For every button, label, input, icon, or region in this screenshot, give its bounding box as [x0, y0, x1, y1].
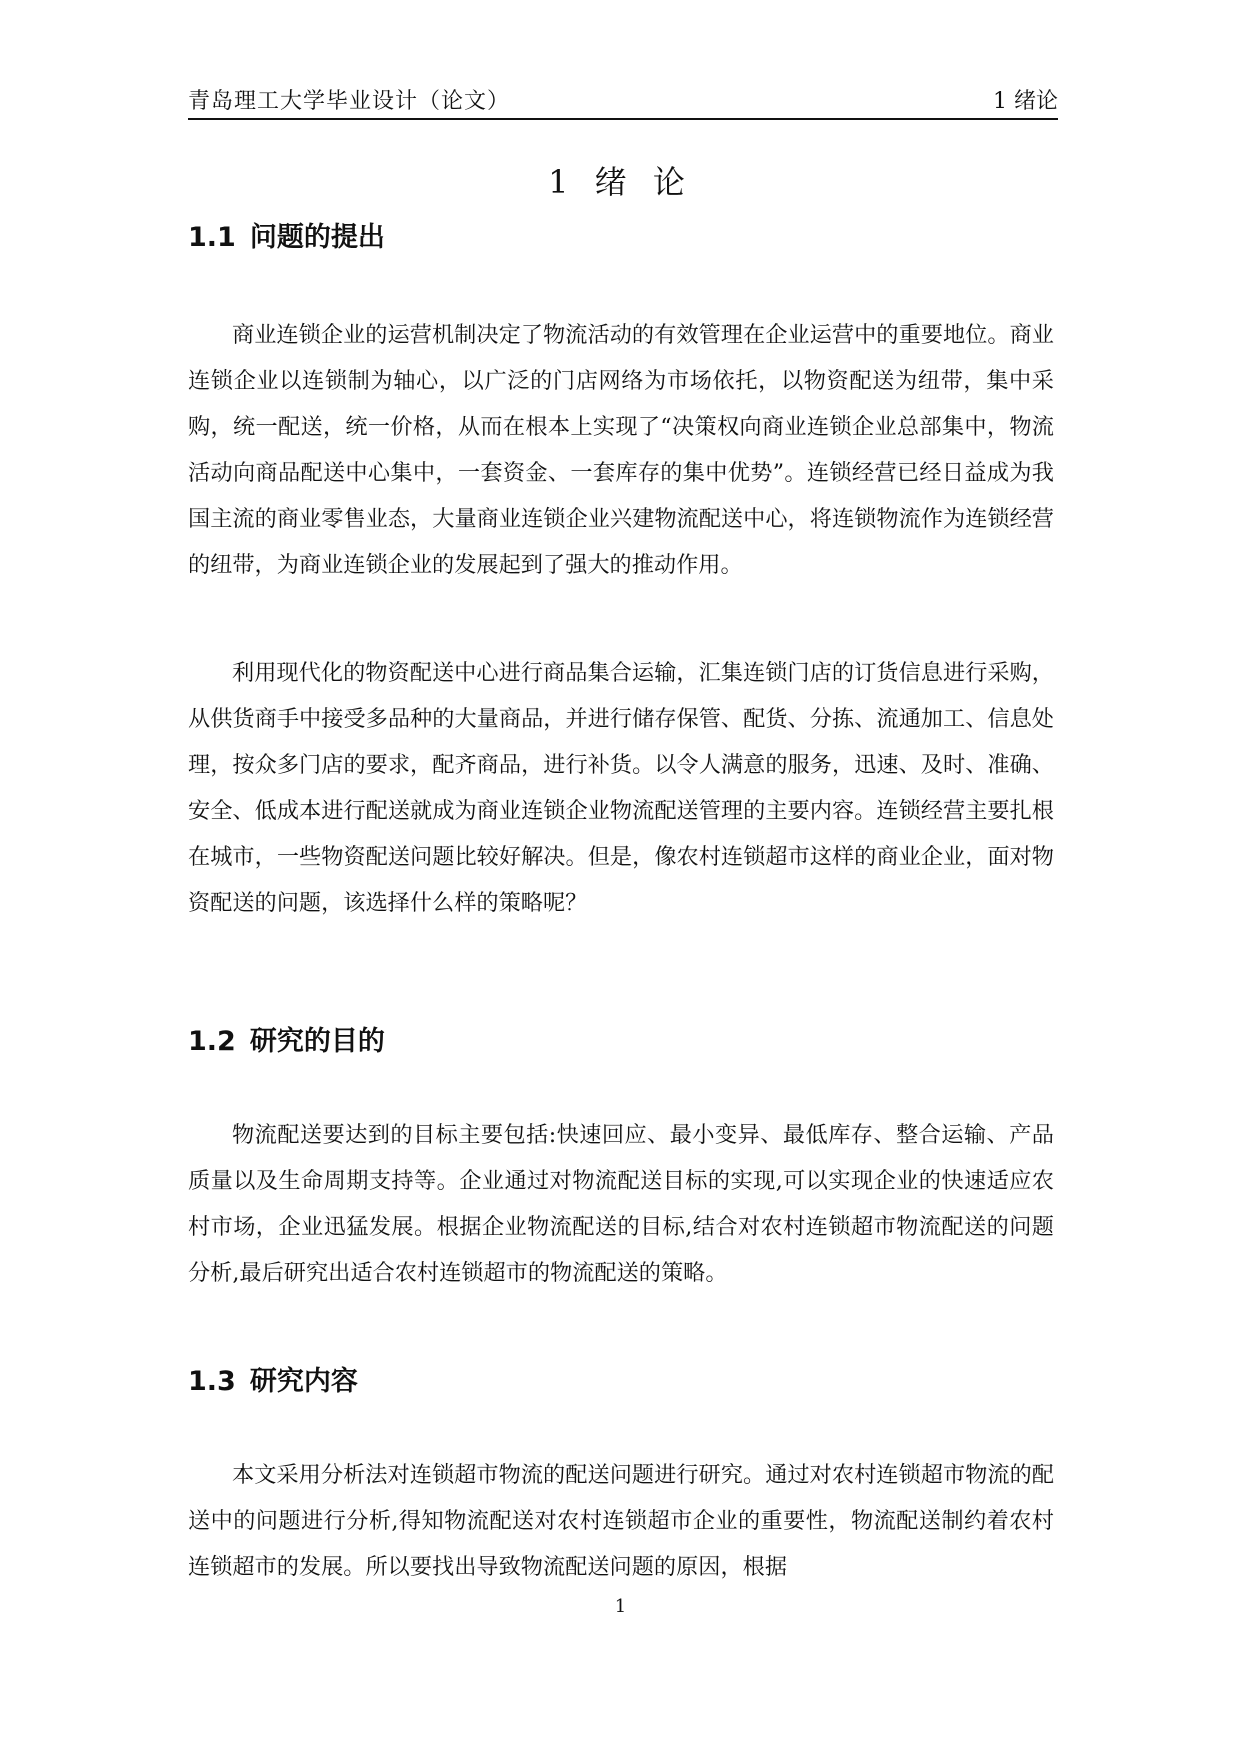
chapter-title: 1 绪 论 — [548, 163, 693, 201]
section-heading-1-3 — [188, 1362, 358, 1402]
paragraph: 本文采用分析法对连锁超市物流的配送问题进行研究。通过对农村连锁超市物流的配送中的问题进行分析,得知物流配送对农村连锁超市企业的重要性，物流配送制约着农村连锁超市的发展。所以要找出导致物流配送问题的原因，根据 — [188, 1462, 1054, 1580]
paragraph: 利用现代化的物资配送中心进行商品集合运输，汇集连锁门店的订货信息进行采购，从供货商手中接受多品种的大量商品，并进行储存保管、配货、分拣、流通加工、信息处理，按众多门店的要求，配齐商品，进行补货。以令人满意的服务，迅速、及时、准确、安全、低成本进行配送就成为商业连锁企业物流配送管理的主要内容。连锁经营主要扎根在城市，一些物资配送问题比较好解决。但是，像农村连锁超市这样的商业企业，面对物资配送的问题，该选择什么样的策略呢？ — [188, 660, 1054, 916]
section-heading-1-1 — [188, 218, 385, 258]
section-number: 1.2 — [188, 1026, 236, 1057]
paragraph: 物流配送要达到的目标主要包括:快速回应、最小变异、最低库存、整合运输、产品质量以及生命周期支持等。企业通过对物流配送目标的实现,可以实现企业的快速适应农村市场，企业迅猛发展。根据企业物流配送的目标,结合对农村连锁超市物流配送的问题分析,最后研究出适合农村连锁超市的物流配送的策略。 — [188, 1122, 1054, 1286]
section-title: 问题的提出 — [249, 222, 385, 253]
section-number: 1.1 — [188, 222, 236, 253]
section-number: 1.3 — [188, 1366, 236, 1397]
paragraph: 商业连锁企业的运营机制决定了物流活动的有效管理在企业运营中的重要地位。商业连锁企业以连锁制为轴心，以广泛的门店网络为市场依托，以物资配送为纽带，集中采购，统一配送，统一价格，从而在根本上实现了“决策权向商业连锁企业总部集中，物流活动向商品配送中心集中，一套资金、一套库存的集中优势”。连锁经营已经日益成为我国主流的商业零售业态，大量商业连锁企业兴建物流配送中心，将连锁物流作为连锁经营的纽带，为商业连锁企业的发展起到了强大的推动作用。 — [188, 322, 1054, 578]
header-chapter: 1 绪论 — [993, 89, 1058, 114]
section-title: 研究的目的 — [249, 1026, 385, 1057]
section-title: 研究内容 — [249, 1366, 358, 1397]
header-institution: 青岛理工大学毕业设计（论文） — [188, 89, 511, 114]
page-number: 1 — [614, 1596, 627, 1617]
section-heading-1-2 — [188, 1022, 385, 1062]
running-header — [188, 86, 1058, 120]
